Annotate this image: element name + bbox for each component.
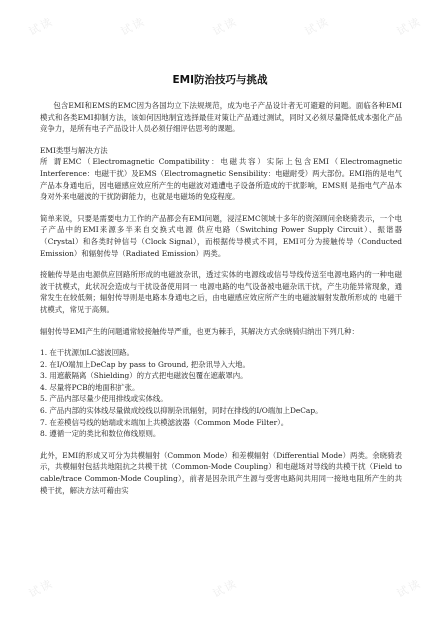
list-item: 2. 在I/O端加上DeCap by pass to Ground, 把杂讯导入大地。 — [40, 359, 250, 369]
watermark-text: 试读 — [394, 14, 424, 39]
list-item: 8. 遵循一定的类比和数位佈线原则。 — [40, 429, 161, 439]
list-item: 3. 用遮蔽隔离（Shielding）的方式把电磁波包覆在遮蔽罩内。 — [40, 371, 248, 381]
watermark-text: 试读 — [26, 14, 56, 39]
watermark-text: 试读 — [394, 576, 424, 601]
watermark-text: 试读 — [210, 576, 240, 601]
watermark-text: 试读 — [302, 14, 332, 39]
watermark-text: 试读 — [210, 14, 240, 39]
document-title: EMI防治技巧与挑战 — [172, 74, 268, 86]
list-item: 7. 在差模信号线的始端或末端加上共模滤波器（Common Mode Filter）。 — [40, 417, 289, 427]
intro-paragraph: 包含EMI和EMS的EMC因为各国均立下法规规范，成为电子产品设计者无可避避的问题。面临各种EMI模式和各类EMI抑制方法，该如何因地制宜选择最佳对策让产品通过测试，同时又必须尽量降低成本强化产品竞争力，是所有电子产品设计人员必须仔细评估思考的课题。 — [40, 101, 402, 134]
watermark-text: 试读 — [118, 14, 148, 39]
document-body — [40, 100, 402, 506]
emi-sources-paragraph: 简单来说，只要是需要电力工作的产品都会有EMI问题，浸淫EMC领域十多年的资深顾问余晓骑表示，一个电子产品中的EMI来源多半来自交换式电源 供应电路（Switching Power Supply Circuit）、振谐器（Crystal）和各类时钟信号（Clock Signal），而根据传导模式不同，EMI可分为接触传导（Conducted Emission）和辐射传导（Radiated Emission）两类。 — [40, 213, 402, 258]
list-item: 6. 产品内部的实体线尽量做成绞线以抑制杂讯辐射，同时在排线的I/O端加上DeCap。 — [40, 406, 323, 416]
conducted-radiated-paragraph: 接触传导是由电源供应回路所形成的电磁波杂讯，透过实体的电源线或信号导线传送至电源电路内的一种电磁波干扰模式，此状况会造成与干扰设备使用同一 电源电路的电气设备被电磁杂讯干扰，产生功能异常现象，通常发生在较低频；辐射传导则是电路本身通电之后，由电磁感应效应所产生的电磁波辐射发散所形成的 电磁干扰模式，常见于高频。 — [40, 270, 402, 314]
measures-list — [40, 347, 402, 440]
emc-types-paragraph: 所 谓EMC（Electromagnetic Compatibility：电磁共容）实际上包含EMI（Electromagnetic Interference：电磁干扰）及EMS（Electromagnetic Sensibility：电磁耐受）两大部份。EMI指的是电气产品本身通电后，因电磁感应效应所产生的电磁波对通遭电子设备所造成的干扰影响，EMS则 是指电气产品本身对外来电磁波的干扰防御能力，也就是电磁场的免疫程度。 — [40, 157, 402, 202]
list-item: 5. 产品内部尽量少使用排线或实体线。 — [40, 394, 168, 404]
section-heading: EMI类型与解决方法 — [40, 145, 108, 155]
list-item: 4. 尽量将PCB的地面积扩张。 — [40, 382, 140, 392]
closing-paragraph: 此外，EMI的形成又可分为共模辐射（Common Mode）和差模辐射（Differential Mode）两类。余晓骑表示，共模辐射包括共地阻抗之共模干扰（Common-Mode Coupling）和电磁场对导线的共模干扰（Field to cable/trace Common-Mode Coupling），前者是因杂讯产生源与受害电路间共用同一接地电阻所产生的共模干扰，解决方法可藉由实 — [40, 450, 402, 495]
list-item: 1. 在干扰源加LC滤波回路。 — [40, 348, 134, 358]
measures-intro-paragraph: 辐射传导EMI产生的问题通常较接触传导严重，也更为棘手，其解决方式余晓骑归纳出下列几种： — [40, 326, 359, 336]
watermark-text: 试读 — [26, 576, 56, 601]
